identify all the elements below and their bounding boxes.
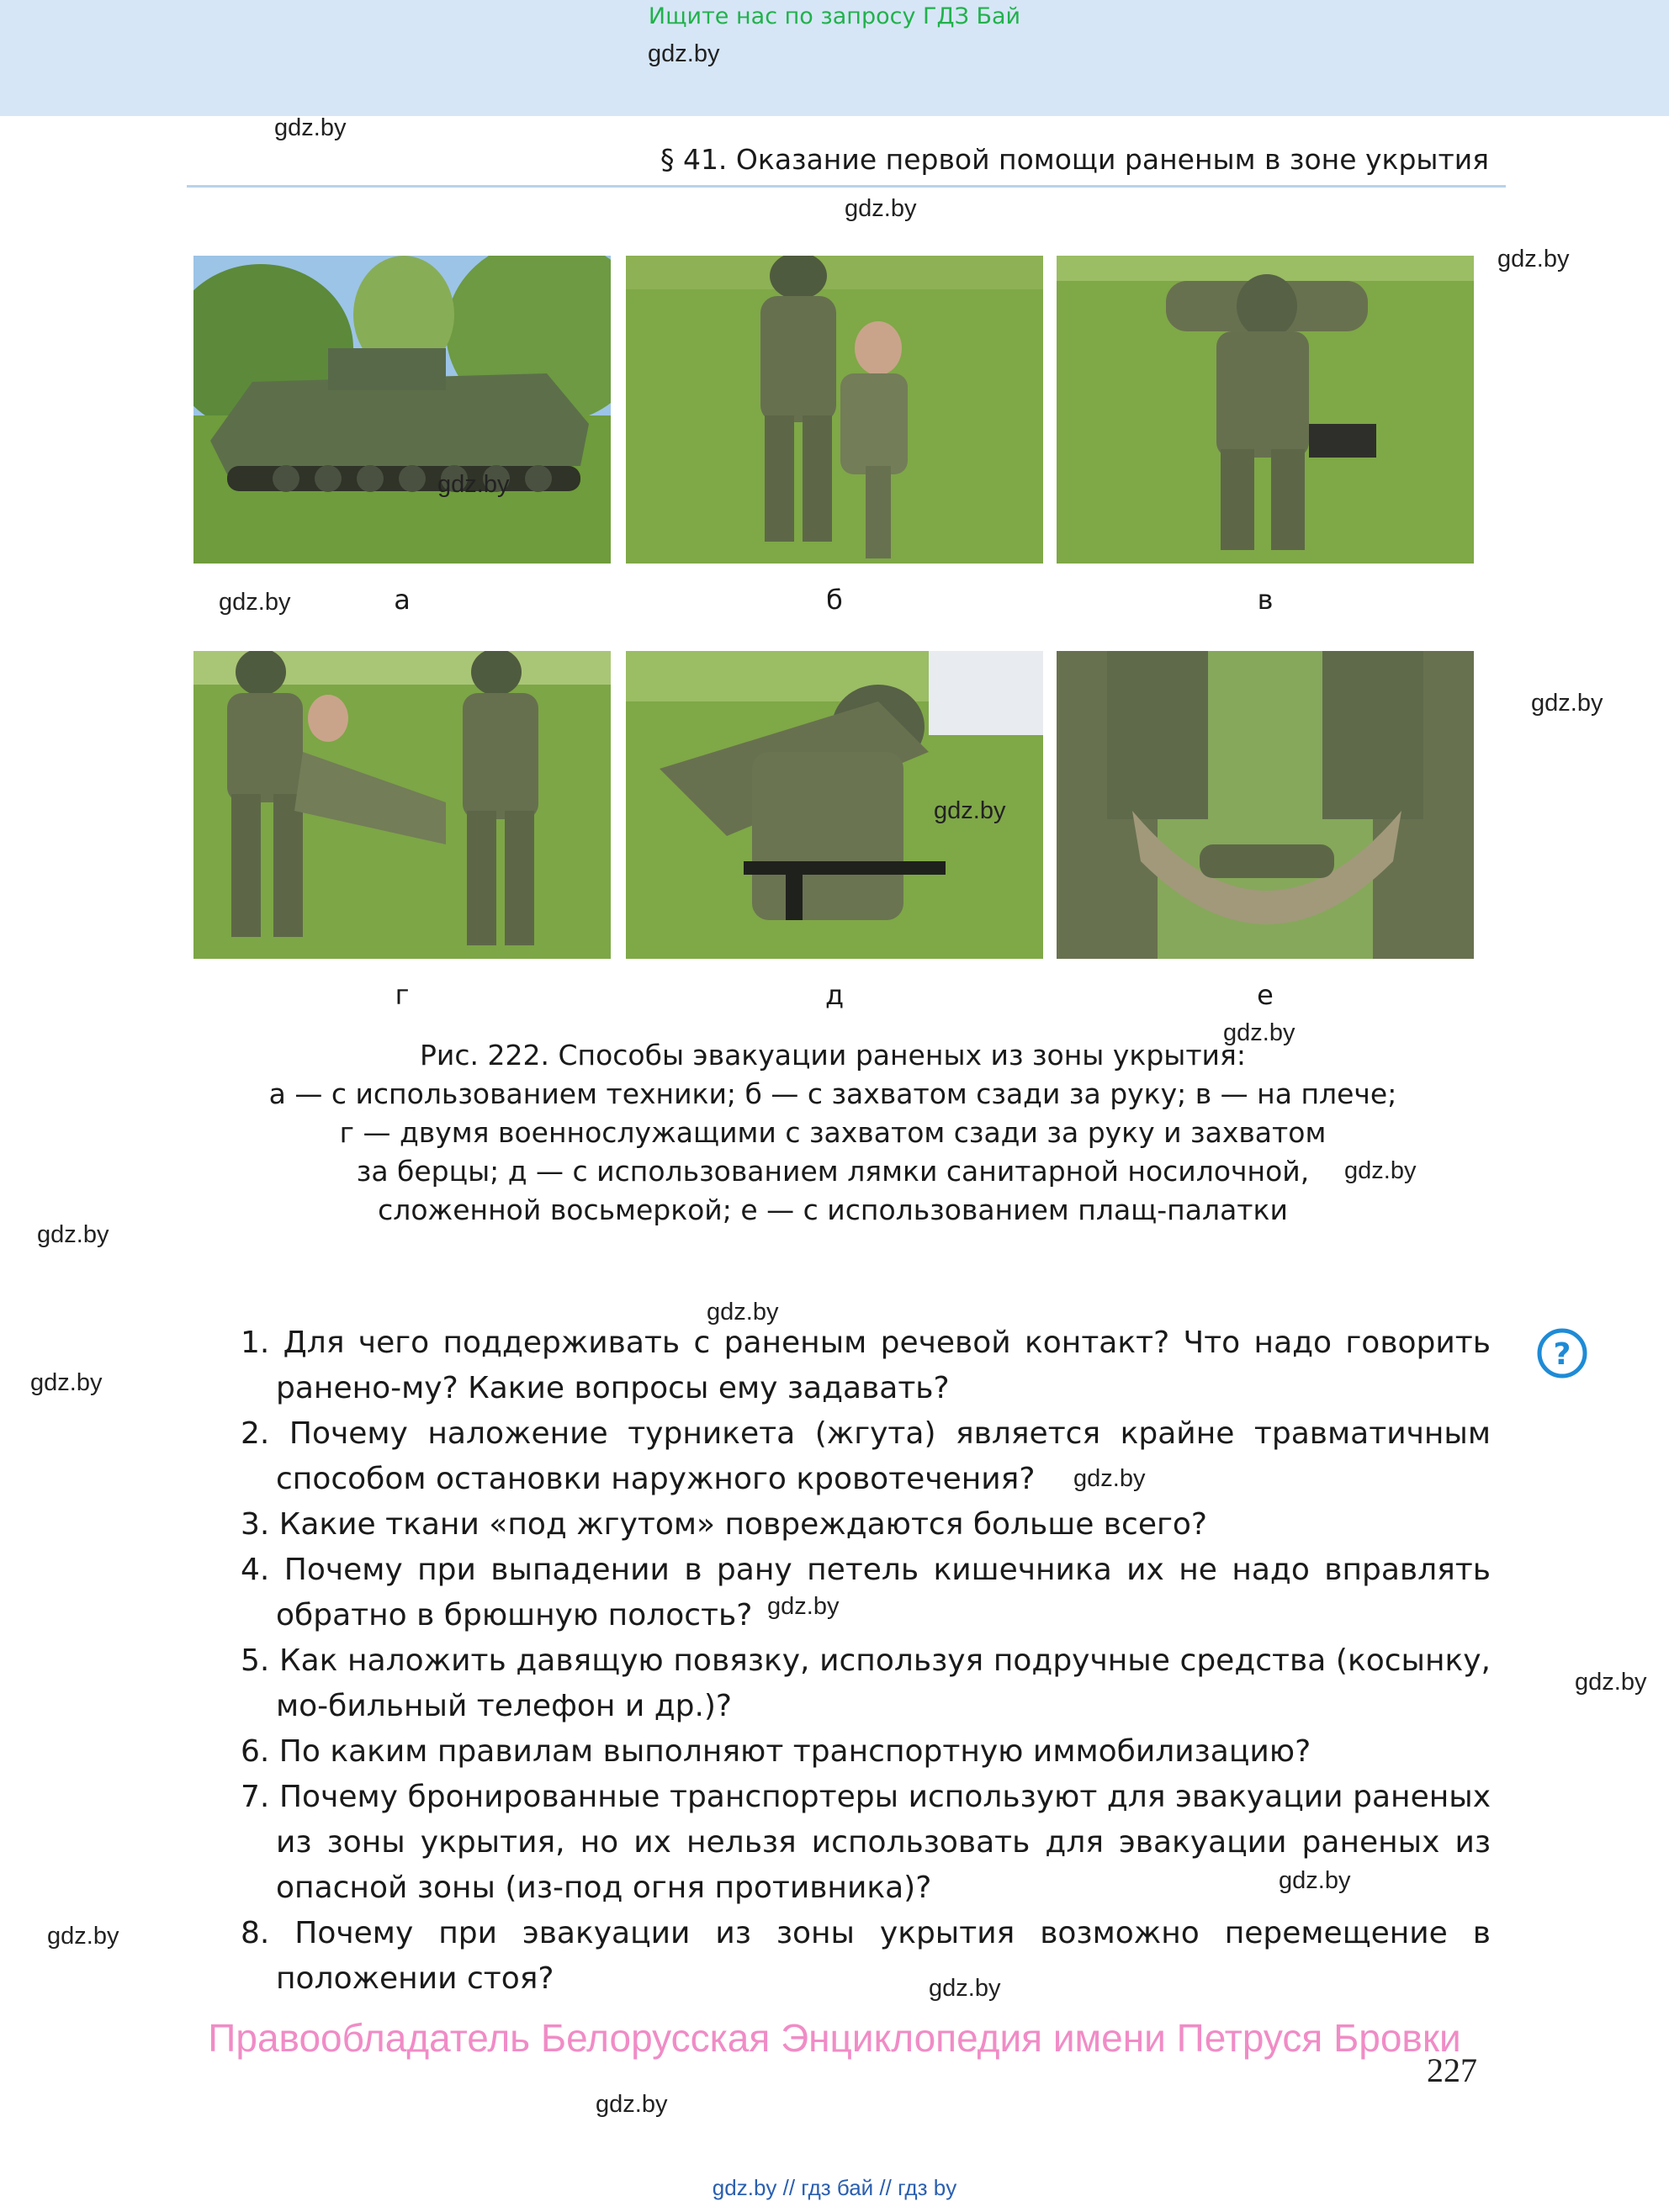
watermark: gdz.by (1279, 1867, 1351, 1894)
watermark: gdz.by (1223, 1019, 1295, 1046)
header-rule (187, 185, 1506, 188)
watermark: gdz.by (845, 195, 917, 222)
watermark: gdz.by (1531, 690, 1603, 717)
question-item: 1. Для чего поддерживать с раненым речевой контакт? Что надо говорить ранено-му? Какие вопросы ему задавать? (241, 1326, 1491, 1405)
question-item: 4. Почему при выпадении в рану петель кишечника их не надо вправлять обратно в брюшную полость? (241, 1553, 1491, 1633)
footer-links[interactable]: gdz.by // гдз бай // гдз by (712, 2175, 957, 2200)
question-icon (1536, 1327, 1588, 1379)
watermark: gdz.by (219, 589, 291, 616)
question-item: 7. Почему бронированные транспортеры используют для эвакуации раненых из зоны укрытия, но их нельзя использовать для эвакуации раненых из опасной зоны (из-под огня противника)? (241, 1780, 1491, 1905)
watermark: gdz.by (767, 1593, 840, 1620)
photo-carry-by-arm (626, 256, 1043, 564)
watermark: gdz.by (707, 1299, 779, 1326)
photo-armored-vehicle (193, 256, 611, 564)
figure-label-a: а (394, 584, 411, 616)
figure-label-e: е (1257, 979, 1274, 1011)
copyright-notice: Правообладатель Белорусская Энциклопедия имени Петруся Бровки (208, 2016, 1461, 2060)
question-item: 6. По каким правилам выполняют транспортную иммобилизацию? (241, 1734, 1311, 1769)
watermark: gdz.by (1073, 1465, 1146, 1492)
watermark: gdz.by (30, 1369, 103, 1396)
figure-caption (202, 1036, 1464, 1230)
caption-line: а — с использованием техники; б — с захватом сзади за руку; в — на плече; (268, 1077, 1397, 1110)
caption-line: сложенной восьмеркой; е — с использованием плащ-палатки (378, 1193, 1288, 1226)
photo-strap-carry (626, 651, 1043, 959)
svg-text:?: ? (1553, 1337, 1571, 1372)
watermark: gdz.by (596, 2091, 668, 2118)
photo-tarp-carry (1057, 651, 1474, 959)
question-item: 5. Как наложить давящую повязку, используя подручные средства (косынку, мо-бильный телефон и др.)? (241, 1643, 1491, 1723)
review-questions (241, 1320, 1491, 2002)
photo-shoulder-carry (1057, 256, 1474, 564)
question-item: 8. Почему при эвакуации из зоны укрытия возможно перемещение в положении стоя? (241, 1916, 1491, 1996)
watermark: gdz.by (37, 1221, 109, 1248)
page-number: 227 (1427, 2051, 1477, 2089)
watermark: gdz.by (1497, 246, 1570, 273)
caption-line: Рис. 222. Способы эвакуации раненых из зоны укрытия: (420, 1039, 1246, 1072)
watermark: gdz.by (47, 1923, 119, 1950)
watermark: gdz.by (274, 114, 347, 141)
watermark: gdz.by (437, 471, 510, 498)
watermark: gdz.by (1575, 1669, 1647, 1696)
watermark: gdz.by (1344, 1157, 1417, 1184)
caption-line: за берцы; д — с использованием лямки санитарной носилочной, (356, 1155, 1310, 1188)
watermark: gdz.by (934, 797, 1006, 824)
question-item: 2. Почему наложение турникета (жгута) является крайне травматичным способом остановки наружного кровотечения? (241, 1416, 1491, 1496)
watermark: gdz.by (929, 1975, 1001, 2002)
search-promo-link[interactable]: Ищите нас по запросу ГДЗ Бай (648, 3, 1021, 29)
figure-label-d: д (824, 979, 845, 1011)
watermark: gdz.by (648, 40, 720, 67)
figure-label-g: г (395, 979, 410, 1011)
caption-line: г — двумя военнослужащими с захватом сзади за руку и захватом (339, 1116, 1327, 1149)
photo-two-soldier-carry (193, 651, 611, 959)
figure-label-b: б (826, 584, 843, 616)
figure-label-v: в (1257, 584, 1274, 616)
question-item: 3. Какие ткани «под жгутом» повреждаются больше всего? (241, 1507, 1208, 1542)
section-title: § 41. Оказание первой помощи раненым в зоне укрытия (660, 143, 1489, 176)
